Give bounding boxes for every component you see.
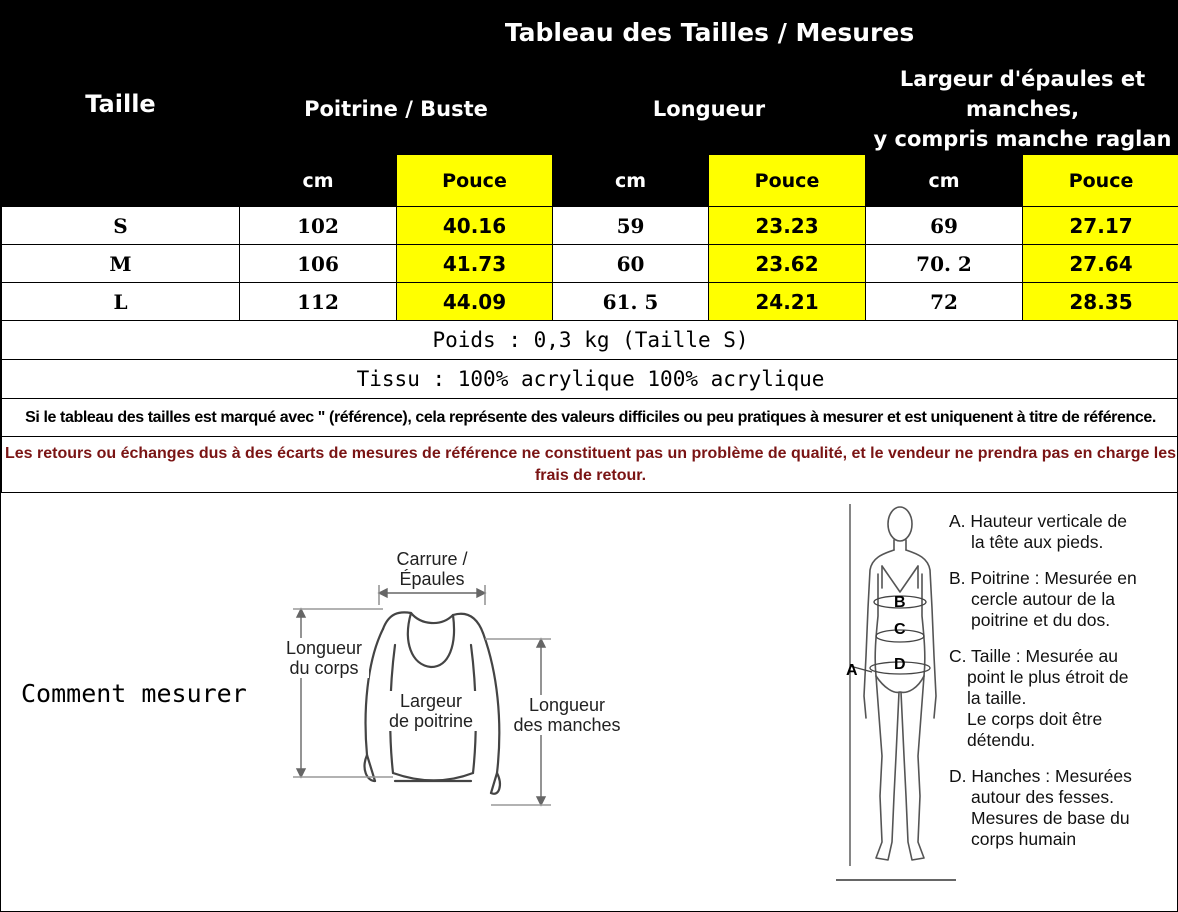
chest-inch-cell: 44.09 — [397, 283, 553, 321]
legend-item-c — [949, 646, 1174, 751]
legend-text: corps humain — [971, 829, 1077, 849]
legend-text: la taille. — [967, 688, 1027, 708]
sleeve-inch-cell: 27.17 — [1023, 207, 1178, 245]
measurement-legend — [949, 511, 1174, 865]
human-body-illustration — [836, 496, 956, 886]
sleeve-cm-cell: 70. 2 — [866, 245, 1023, 283]
size-cell: L — [2, 283, 240, 321]
sleeve-section-header — [866, 64, 1178, 155]
table-title: Tableau des Tailles / Mesures — [240, 2, 1178, 64]
sleeve-length-label-1: Longueur — [528, 695, 606, 715]
length-section-header — [553, 64, 866, 155]
sleeve-section-label-2: y compris manche raglan — [873, 127, 1172, 151]
mark-c: C — [894, 621, 906, 638]
sleeve-cm-cell: 69 — [866, 207, 1023, 245]
body-length-label-2: du corps — [289, 658, 359, 678]
chest-width-label — [381, 691, 481, 731]
unit-inch: Pouce — [1023, 155, 1178, 207]
chest-cm-cell: 112 — [240, 283, 397, 321]
sleeve-section-label-1: Largeur d'épaules et manches, — [899, 67, 1146, 121]
size-header: Taille — [2, 2, 240, 207]
size-table — [1, 1, 1178, 493]
unit-cm: cm — [866, 155, 1023, 207]
return-warning — [2, 437, 1178, 493]
legend-text: C. Taille : Mesurée au — [949, 646, 1118, 666]
body-length-label — [279, 638, 369, 678]
chest-section-label: Poitrine / Buste — [304, 97, 488, 121]
legend-text: point le plus étroit de — [967, 667, 1129, 687]
shoulder-label — [387, 549, 477, 589]
legend-text: A. Hauteur verticale de — [949, 511, 1128, 531]
unit-cm: cm — [553, 155, 709, 207]
legend-text: poitrine et du dos. — [971, 610, 1111, 630]
size-cell: S — [2, 207, 240, 245]
legend-text: Mesures de base du — [971, 808, 1130, 828]
table-row — [2, 245, 1178, 283]
chest-cm-cell: 106 — [240, 245, 397, 283]
unit-inch: Pouce — [709, 155, 866, 207]
legend-item-d — [949, 766, 1174, 850]
legend-text: la tête aux pieds. — [971, 532, 1104, 552]
mark-b: B — [894, 594, 906, 611]
length-cm-cell: 59 — [553, 207, 709, 245]
legend-text: détendu. — [967, 730, 1036, 750]
legend-text: D. Hanches : Mesurées — [949, 766, 1132, 786]
sweater-diagram — [271, 541, 631, 816]
sleeve-length-label-2: des manches — [513, 715, 621, 735]
mark-a: A — [846, 662, 858, 679]
length-section-label: Longueur — [652, 97, 766, 121]
return-warning-line-1: Les retours ou échanges dus à des écarts de mesures de référence ne constituent pas un problème de qualité, et le vendeur ne prendra pas en charge les — [4, 444, 1177, 462]
shoulder-label-1: Carrure / — [396, 549, 468, 569]
chest-inch-cell: 40.16 — [397, 207, 553, 245]
sleeve-inch-cell: 27.64 — [1023, 245, 1178, 283]
legend-item-a — [949, 511, 1174, 553]
body-diagram — [836, 496, 956, 886]
body-length-label-1: Longueur — [285, 638, 363, 658]
chest-width-label-2: de poitrine — [388, 711, 474, 731]
legend-item-b — [949, 568, 1174, 631]
sleeve-inch-cell: 28.35 — [1023, 283, 1178, 321]
legend-text: autour des fesses. — [971, 787, 1114, 807]
chest-inch-cell: 41.73 — [397, 245, 553, 283]
weight-row: Poids : 0,3 kg (Taille S) — [2, 321, 1178, 360]
return-warning-line-2: frais de retour. — [534, 466, 647, 484]
length-cm-cell: 60 — [553, 245, 709, 283]
sleeve-length-label — [509, 695, 625, 735]
chest-width-label-1: Largeur — [399, 691, 463, 711]
chest-cm-cell: 102 — [240, 207, 397, 245]
table-row — [2, 207, 1178, 245]
legend-text: cercle autour de la — [971, 589, 1115, 609]
legend-text: B. Poitrine : Mesurée en — [949, 568, 1137, 588]
unit-cm: cm — [240, 155, 397, 207]
size-cell: M — [2, 245, 240, 283]
length-inch-cell: 24.21 — [709, 283, 866, 321]
how-to-measure-title: Comment mesurer — [21, 679, 247, 708]
length-cm-cell: 61. 5 — [553, 283, 709, 321]
length-inch-cell: 23.62 — [709, 245, 866, 283]
fabric-row: Tissu : 100% acrylique 100% acrylique — [2, 360, 1178, 399]
mark-d: D — [894, 656, 906, 673]
chest-section-header — [240, 64, 553, 155]
unit-inch: Pouce — [397, 155, 553, 207]
legend-text: Le corps doit être — [967, 709, 1103, 729]
table-row — [2, 283, 1178, 321]
sleeve-cm-cell: 72 — [866, 283, 1023, 321]
reference-note: Si le tableau des tailles est marqué avec " (référence), cela représente des valeurs difficiles ou peu pratiques à mesurer et est uniquenent à titre de référence. — [2, 399, 1178, 437]
length-inch-cell: 23.23 — [709, 207, 866, 245]
shoulder-label-2: Épaules — [399, 569, 465, 589]
